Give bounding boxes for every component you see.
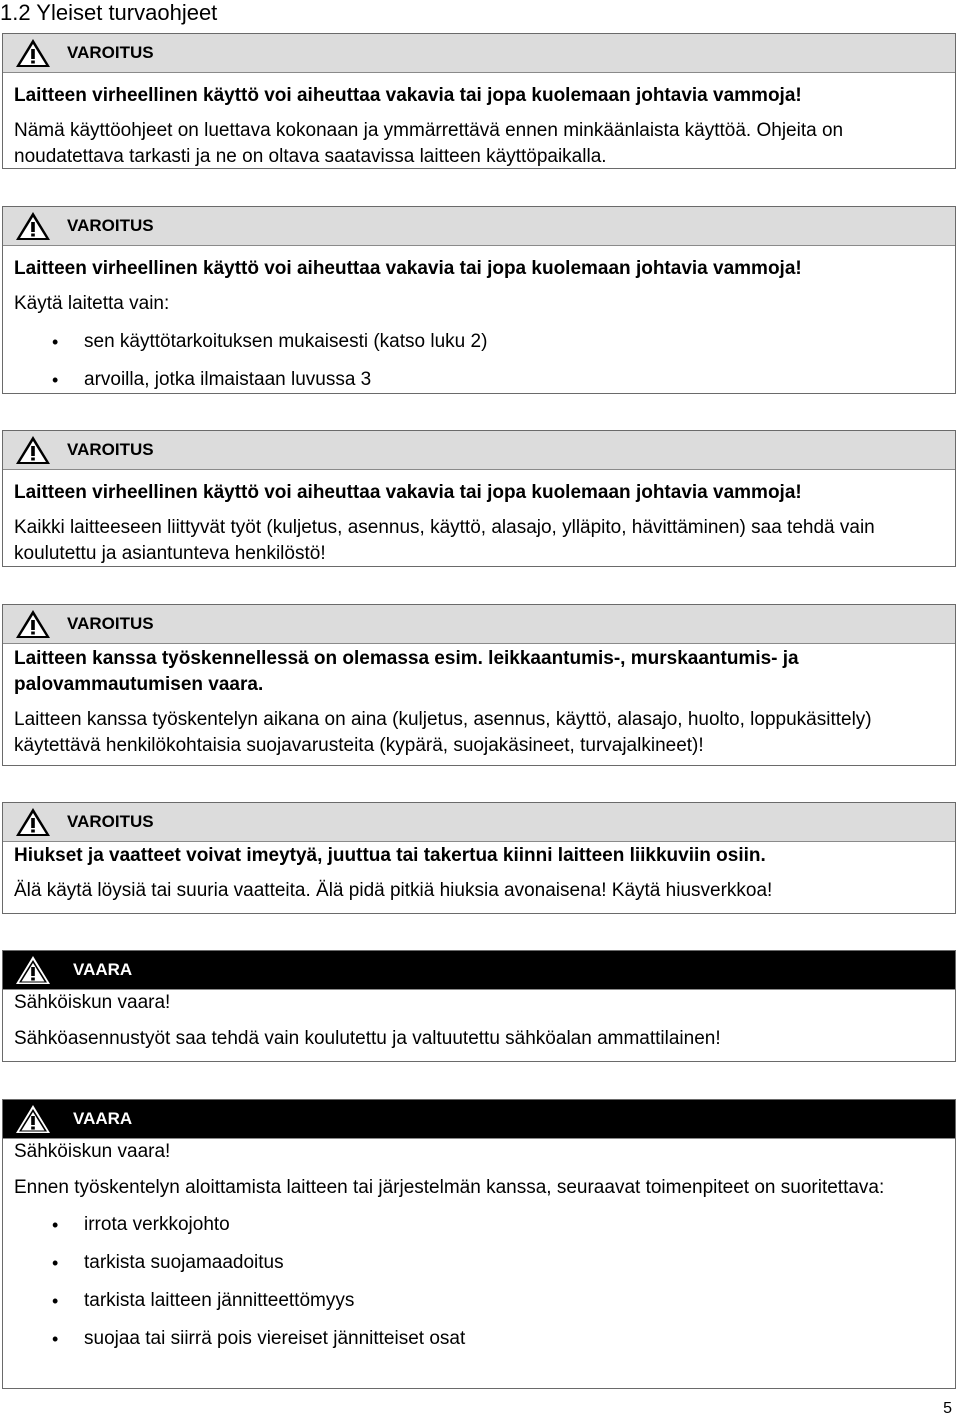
warning-box-4 <box>2 604 956 766</box>
warning-triangle-icon <box>15 807 51 837</box>
danger-box-1 <box>2 950 956 1062</box>
danger-text: Sähköasennustyöt saa tehdä vain koulutettu ja valtuutettu sähköalan ammattilainen! <box>14 1028 721 1049</box>
warning-triangle-icon <box>15 211 51 241</box>
danger-header <box>3 1100 955 1139</box>
danger-lead: Sähköiskun vaara! <box>14 1141 171 1162</box>
signal-word: VAROITUS <box>67 43 154 62</box>
warning-lead: Laitteen virheellinen käyttö voi aiheuttaa vakavia tai jopa kuolemaan johtavia vammoja! <box>14 85 802 106</box>
warning-lead: Laitteen virheellinen käyttö voi aiheuttaa vakavia tai jopa kuolemaan johtavia vammoja! <box>14 258 802 279</box>
warning-header <box>3 803 955 842</box>
warning-text: Käytä laitetta vain: <box>14 293 170 314</box>
signal-word: VAARA <box>73 1109 133 1128</box>
warning-triangle-icon <box>15 955 51 985</box>
list-item: • sen käyttötarkoituksen mukaisesti (katso luku 2) <box>14 329 945 355</box>
warning-box-2 <box>2 206 956 394</box>
signal-word: VAROITUS <box>67 614 154 633</box>
signal-word: VAROITUS <box>67 812 154 831</box>
page-number: 5 <box>943 1400 952 1417</box>
warning-triangle-icon <box>15 609 51 639</box>
warning-box-1 <box>2 33 956 169</box>
warning-lead: Laitteen kanssa työskennellessä on olemassa esim. leikkaantumis-, murskaantumis- ja palovammautumisen vaara. <box>14 648 799 695</box>
danger-text: Ennen työskentelyn aloittamista laitteen tai järjestelmän kanssa, seuraavat toimenpiteet on suoritettava: <box>14 1177 885 1198</box>
signal-word: VAROITUS <box>67 440 154 459</box>
list-item: • tarkista laitteen jännitteettömyys <box>14 1288 945 1314</box>
danger-box-2 <box>2 1099 956 1389</box>
danger-lead: Sähköiskun vaara! <box>14 992 171 1013</box>
warning-lead: Laitteen virheellinen käyttö voi aiheuttaa vakavia tai jopa kuolemaan johtavia vammoja! <box>14 482 802 503</box>
list-item: • suojaa tai siirrä pois viereiset jännitteiset osat <box>14 1326 945 1352</box>
list-item: • arvoilla, jotka ilmaistaan luvussa 3 <box>14 367 945 393</box>
section-title: 1.2 Yleiset turvaohjeet <box>0 0 218 25</box>
list-item: • irrota verkkojohto <box>14 1212 945 1238</box>
warning-triangle-icon <box>15 38 51 68</box>
warning-header <box>3 605 955 644</box>
warning-text: Kaikki laitteeseen liittyvät työt (kuljetus, asennus, käyttö, alasajo, ylläpito, hävittäminen) saa tehdä vain koulutettu ja asiantunteva henkilöstö! <box>14 517 875 564</box>
danger-header <box>3 951 955 990</box>
warning-box-3 <box>2 430 956 567</box>
warning-text: Laitteen kanssa työskentelyn aikana on aina (kuljetus, asennus, käyttö, alasajo, huolto, loppukäsittely) käytettävä henkilökohtaisia suojavarusteita (kypärä, suojakäsineet, turvajalkineet)! <box>14 709 872 756</box>
warning-header <box>3 207 955 246</box>
warning-box-5 <box>2 802 956 914</box>
warning-text: Älä käytä löysiä tai suuria vaatteita. Älä pidä pitkiä hiuksia avonaisena! Käytä hiusverkkoa! <box>14 880 773 901</box>
signal-word: VAARA <box>73 960 133 979</box>
warning-text: Nämä käyttöohjeet on luettava kokonaan ja ymmärrettävä ennen minkäänlaista käyttöä. Ohjeita on noudatettava tarkasti ja ne on oltava saatavissa laitteen käyttöpaikalla. <box>14 120 844 167</box>
signal-word: VAROITUS <box>67 216 154 235</box>
warning-triangle-icon <box>15 1104 51 1134</box>
warning-header <box>3 34 955 73</box>
warning-lead: Hiukset ja vaatteet voivat imeytyä, juuttua tai takertua kiinni laitteen liikkuviin osiin. <box>14 845 766 866</box>
warning-header <box>3 431 955 470</box>
warning-triangle-icon <box>15 435 51 465</box>
list-item: • tarkista suojamaadoitus <box>14 1250 945 1276</box>
